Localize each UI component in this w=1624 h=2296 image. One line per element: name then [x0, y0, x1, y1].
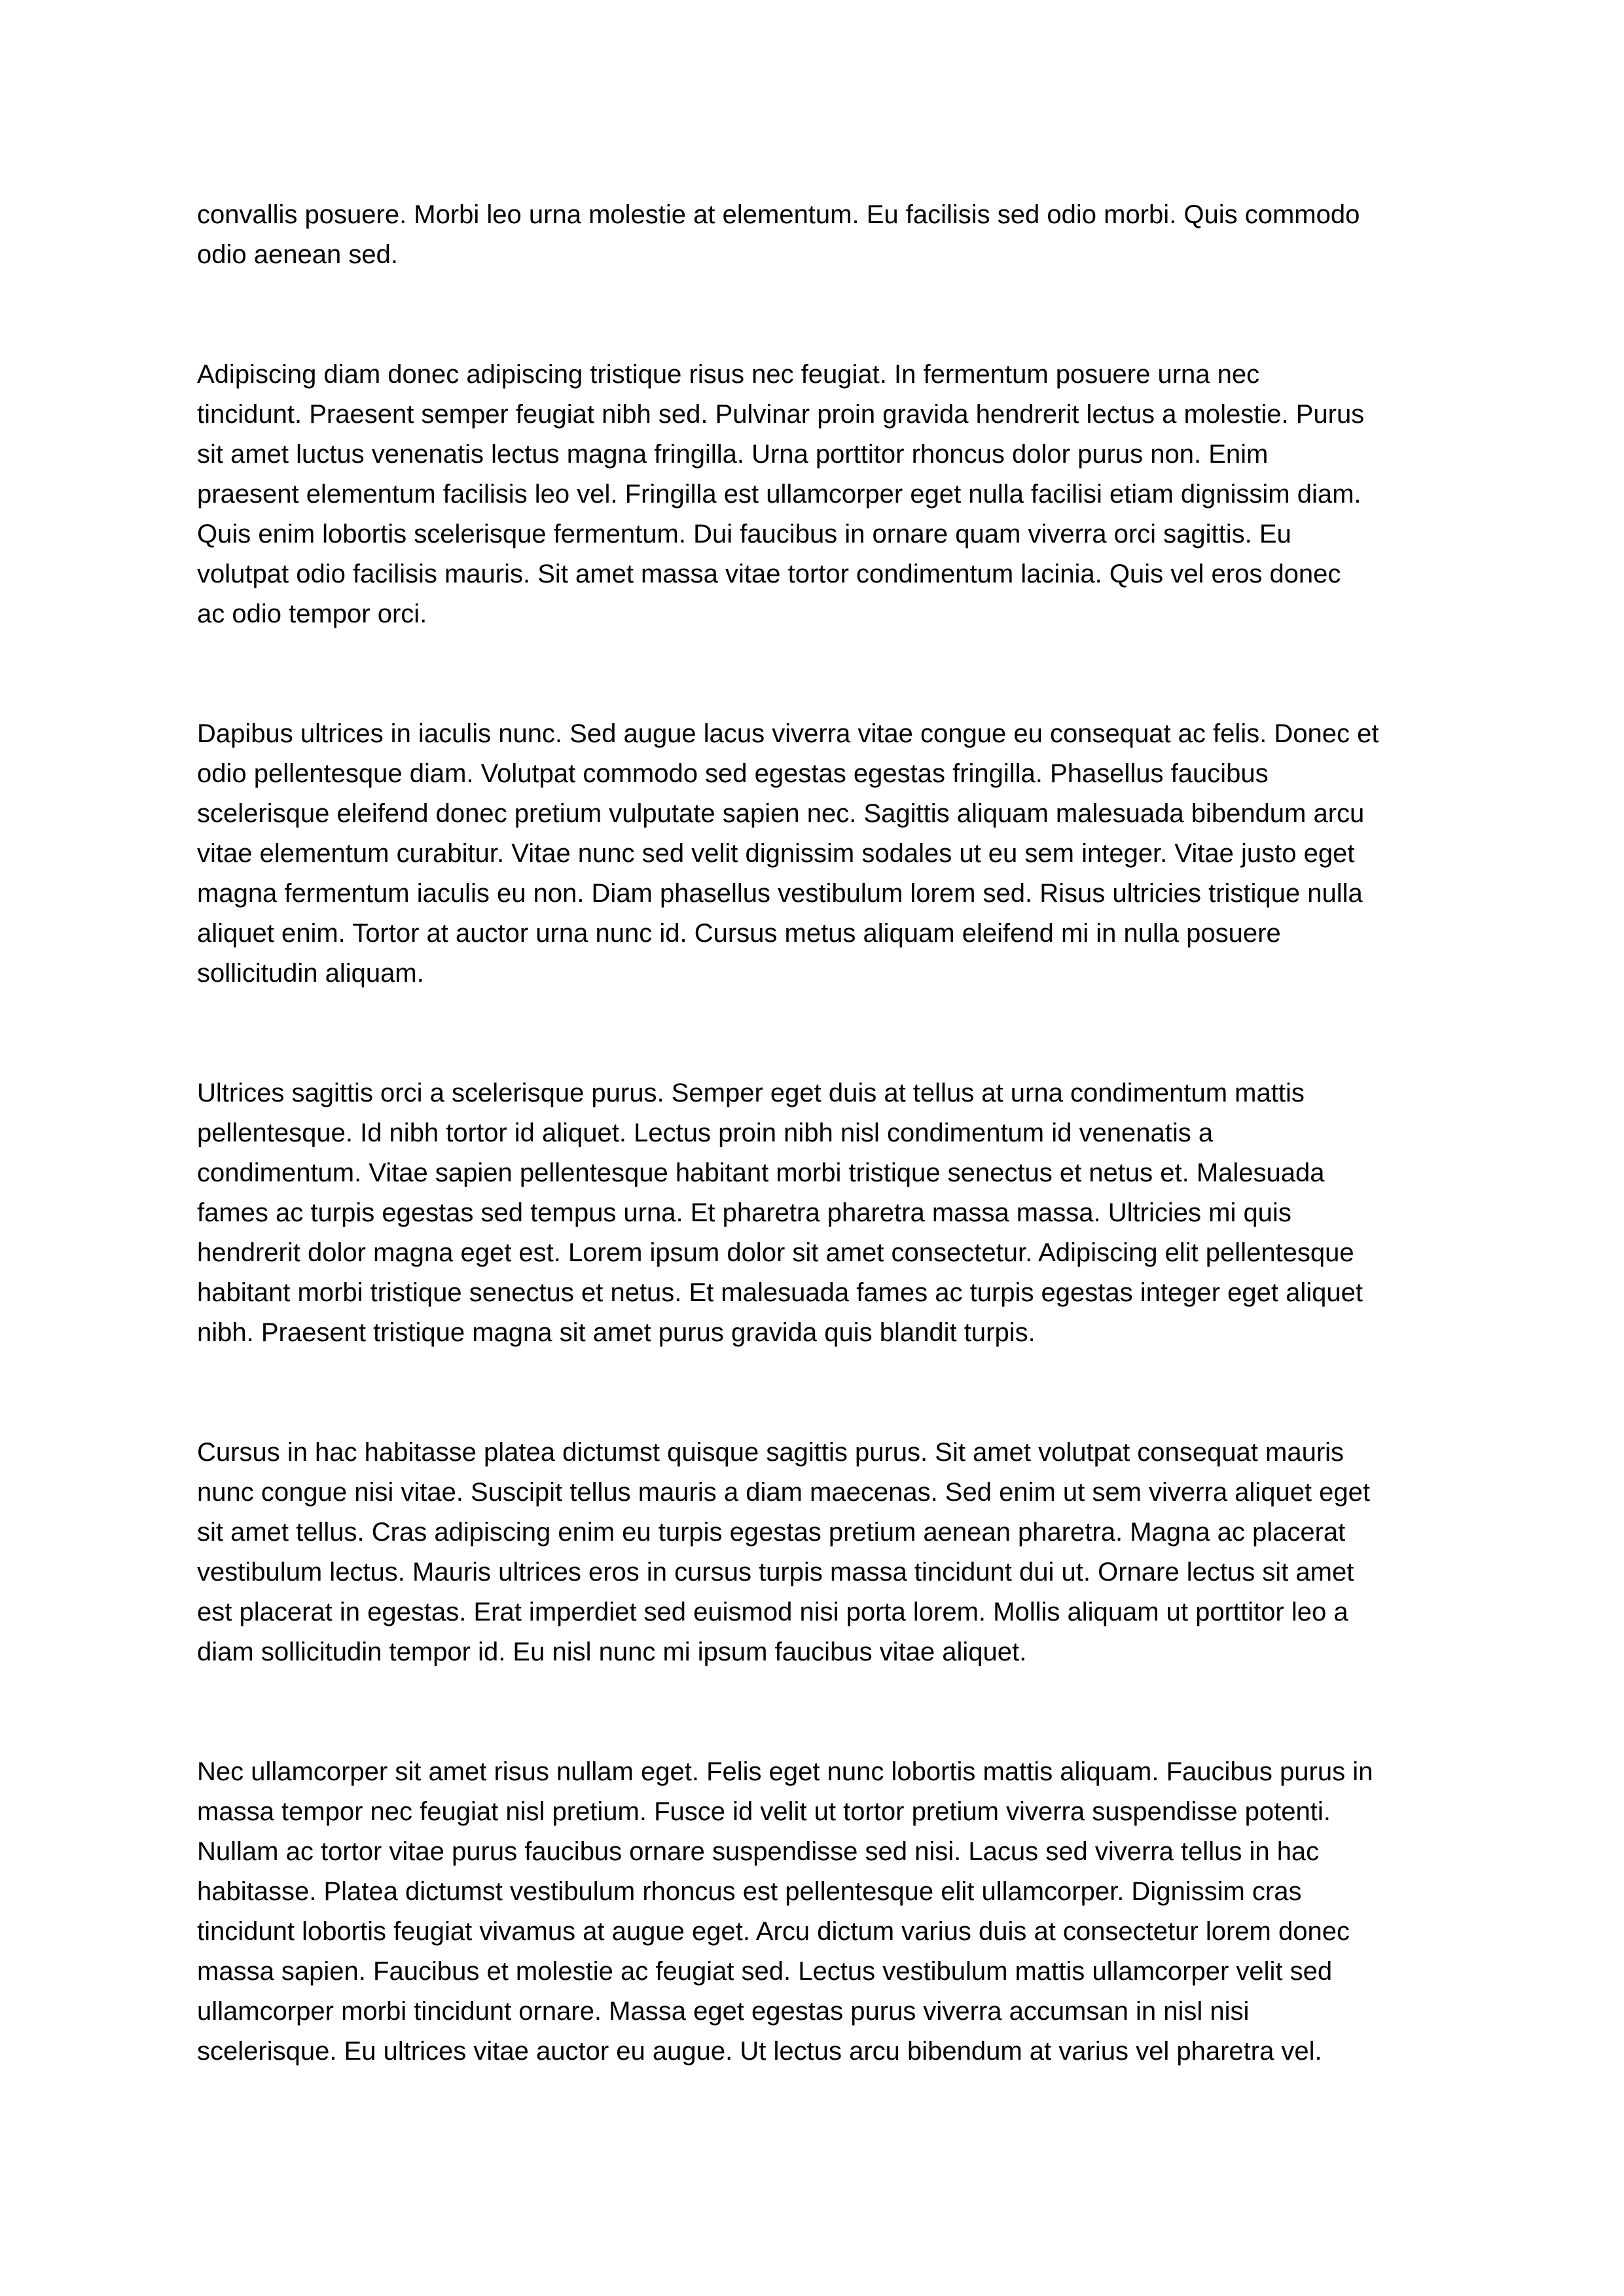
text-line: vitae elementum curabitur. Vitae nunc sed velit dignissim sodales ut eu sem integer. Vitae justo eget [197, 839, 1355, 868]
text-line: magna fermentum iaculis eu non. Diam phasellus vestibulum lorem sed. Risus ultricies tristique nulla [197, 879, 1363, 908]
text-line: sit amet tellus. Cras adipiscing enim eu turpis egestas pretium aenean pharetra. Magna ac placerat [197, 1518, 1346, 1547]
text-line: habitasse. Platea dictumst vestibulum rhoncus est pellentesque elit ullamcorper. Dignissim cras [197, 1877, 1302, 1906]
text-line: nibh. Praesent tristique magna sit amet purus gravida quis blandit turpis. [197, 1318, 1036, 1347]
text-line: hendrerit dolor magna eget est. Lorem ipsum dolor sit amet consectetur. Adipiscing elit pellentesque [197, 1238, 1354, 1267]
text-line: diam sollicitudin tempor id. Eu nisl nunc mi ipsum faucibus vitae aliquet. [197, 1638, 1027, 1666]
text-line: scelerisque. Eu ultrices vitae auctor eu augue. Ut lectus arcu bibendum at varius vel pharetra vel. [197, 2037, 1322, 2066]
text-line: Nullam ac tortor vitae purus faucibus ornare suspendisse sed nisi. Lacus sed viverra tellus in hac [197, 1837, 1320, 1866]
text-line: massa sapien. Faucibus et molestie ac feugiat sed. Lectus vestibulum mattis ullamcorper velit sed [197, 1957, 1333, 1986]
text-line: Ultrices sagittis orci a scelerisque purus. Semper eget duis at tellus at urna condimentum mattis [197, 1079, 1305, 1107]
text-line: habitant morbi tristique senectus et netus. Et malesuada fames ac turpis egestas integer eget aliquet [197, 1278, 1363, 1307]
paragraph-5 [197, 1433, 1441, 1672]
text-line: condimentum. Vitae sapien pellentesque habitant morbi tristique senectus et netus et. Malesuada [197, 1158, 1325, 1187]
paragraph-4 [197, 1073, 1441, 1353]
text-line: nunc congue nisi vitae. Suscipit tellus mauris a diam maecenas. Sed enim ut sem viverra aliquet eget [197, 1478, 1371, 1507]
text-line: odio aenean sed. [197, 240, 398, 269]
text-line: Cursus in hac habitasse platea dictumst quisque sagittis purus. Sit amet volutpat consequat mauris [197, 1438, 1344, 1467]
text-line: ullamcorper morbi tincidunt ornare. Massa eget egestas purus viverra accumsan in nisl nisi [197, 1997, 1250, 2026]
text-line: Nec ullamcorper sit amet risus nullam eget. Felis eget nunc lobortis mattis aliquam. Faucibus purus in [197, 1757, 1373, 1786]
document-body [197, 195, 1441, 2151]
text-line: praesent elementum facilisis leo vel. Fringilla est ullamcorper eget nulla facilisi etiam dignissim diam. [197, 480, 1362, 509]
text-line: tincidunt. Praesent semper feugiat nibh sed. Pulvinar proin gravida hendrerit lectus a molestie. Purus [197, 400, 1365, 429]
text-line: convallis posuere. Morbi leo urna molestie at elementum. Eu facilisis sed odio morbi. Quis commodo [197, 200, 1360, 229]
paragraph-6 [197, 1752, 1441, 2072]
text-line: sit amet luctus venenatis lectus magna fringilla. Urna porttitor rhoncus dolor purus non. Enim [197, 440, 1269, 469]
text-line: fames ac turpis egestas sed tempus urna. Et pharetra pharetra massa massa. Ultricies mi quis [197, 1198, 1291, 1227]
text-line: massa tempor nec feugiat nisl pretium. Fusce id velit ut tortor pretium viverra suspendisse potenti. [197, 1797, 1331, 1826]
text-line: Quis enim lobortis scelerisque fermentum. Dui faucibus in ornare quam viverra orci sagittis. Eu [197, 520, 1291, 548]
text-line: Dapibus ultrices in iaculis nunc. Sed augue lacus viverra vitae congue eu consequat ac felis. Donec et [197, 719, 1379, 748]
text-line: sollicitudin aliquam. [197, 959, 424, 988]
text-line: scelerisque eleifend donec pretium vulputate sapien nec. Sagittis aliquam malesuada bibendum arcu [197, 799, 1365, 828]
text-line: pellentesque. Id nibh tortor id aliquet. Lectus proin nibh nisl condimentum id venenatis a [197, 1119, 1214, 1147]
text-line: est placerat in egestas. Erat imperdiet sed euismod nisi porta lorem. Mollis aliquam ut porttitor leo a [197, 1598, 1348, 1626]
paragraph-2 [197, 355, 1441, 634]
text-line: tincidunt lobortis feugiat vivamus at augue eget. Arcu dictum varius duis at consectetur lorem donec [197, 1917, 1350, 1946]
text-line: vestibulum lectus. Mauris ultrices eros in cursus turpis massa tincidunt dui ut. Ornare lectus sit amet [197, 1558, 1354, 1587]
text-line: aliquet enim. Tortor at auctor urna nunc id. Cursus metus aliquam eleifend mi in nulla posuere [197, 919, 1281, 948]
text-line: ac odio tempor orci. [197, 600, 427, 628]
paragraph-3 [197, 714, 1441, 994]
paragraph-1 [197, 195, 1441, 275]
text-line: volutpat odio facilisis mauris. Sit amet massa vitae tortor condimentum lacinia. Quis vel eros donec [197, 560, 1341, 588]
text-line: Adipiscing diam donec adipiscing tristique risus nec feugiat. In fermentum posuere urna nec [197, 360, 1260, 389]
text-line: odio pellentesque diam. Volutpat commodo sed egestas egestas fringilla. Phasellus faucibus [197, 759, 1269, 788]
